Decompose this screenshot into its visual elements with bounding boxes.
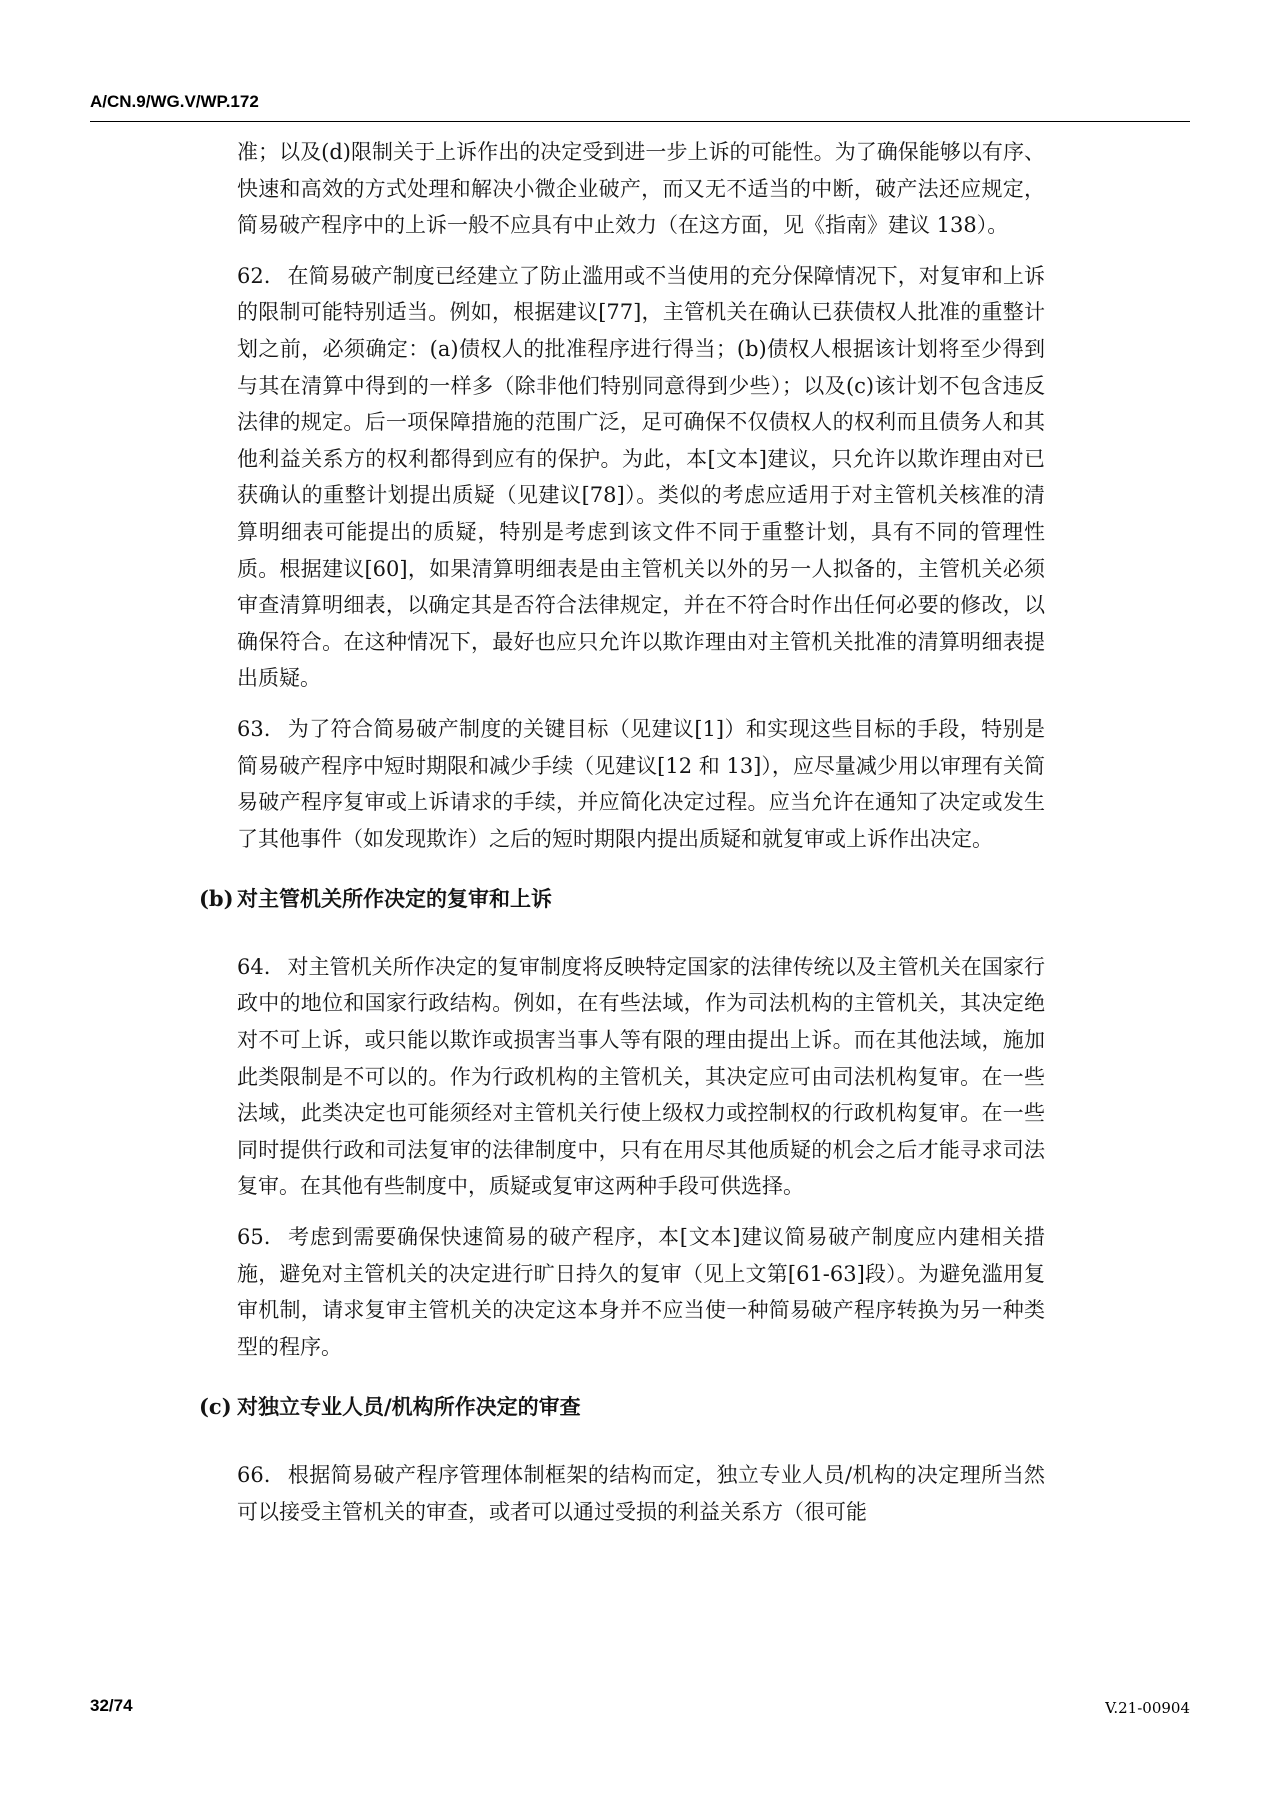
section-label: (b) xyxy=(199,886,234,912)
paragraph-text: 考虑到需要确保快速简易的破产程序，本[文本]建议简易破产制度应内建相关措施，避免对主管机关的决定进行旷日持久的复审（见上文第[61-63]段）。为避免滥用复审机制，请求复审主管机关的决定这本身并不应当使一种简易破产程序转换为另一种类型的程序。 xyxy=(237,1225,1045,1359)
section-heading-b xyxy=(199,881,1045,918)
paragraph-text: 对主管机关所作决定的复审制度将反映特定国家的法律传统以及主管机关在国家行政中的地位和国家行政结构。例如，在有些法域，作为司法机构的主管机关，其决定绝对不可上诉，或只能以欺诈或损害当事人等有限的理由提出上诉。而在其他法域，施加此类限制是不可以的。作为行政机构的主管机关，其决定应可由司法机构复审。在一些法域，此类决定也可能须经对主管机关行使上级权力或控制权的行政机构复审。在一些同时提供行政和司法复审的法律制度中，只有在用尽其他质疑的机会之后才能寻求司法复审。在其他有些制度中，质疑或复审这两种手段可供选择。 xyxy=(237,954,1045,1199)
paragraph-64 xyxy=(237,949,1045,1205)
document-symbol: A/CN.9/WG.V/WP.172 xyxy=(90,92,259,111)
section-title: 对独立专业人员/机构所作决定的审查 xyxy=(237,1394,581,1420)
section-label: (c) xyxy=(199,1394,232,1420)
paragraph-text: 为了符合简易破产制度的关键目标（见建议[1]）和实现这些目标的手段，特别是简易破产程序中短时期限和减少手续（见建议[12 和 13]），应尽量减少用以审理有关简易破产程序复审或上诉请求的手续，并应简化决定过程。应当允许在通知了决定或发生了其他事件（如发现欺诈）之后的短时期限内提出质疑和就复审或上诉作出决定。 xyxy=(237,716,1045,851)
header-rule xyxy=(90,121,1190,122)
section-heading-c xyxy=(199,1389,1045,1426)
paragraph-text: 根据简易破产程序管理体制框架的结构而定，独立专业人员/机构的决定理所当然可以接受主管机关的审查，或者可以通过受损的利益关系方（很可能 xyxy=(237,1463,1045,1524)
paragraph-number: 63. xyxy=(237,716,271,741)
paragraph-number: 65. xyxy=(237,1225,271,1250)
paragraph-62 xyxy=(237,258,1045,697)
paragraph-continuation: 准；以及(d)限制关于上诉作出的决定受到进一步上诉的可能性。为了确保能够以有序、快速和高效的方式处理和解决小微企业破产，而又无不适当的中断，破产法还应规定，简易破产程序中的上诉一般不应具有中止效力（在这方面，见《指南》建议 138）。 xyxy=(237,140,1045,238)
paragraph-number: 62. xyxy=(237,263,271,288)
paragraph-63 xyxy=(237,711,1045,857)
paragraph-number: 66. xyxy=(237,1463,271,1487)
paragraph-number: 64. xyxy=(237,954,271,979)
document-body xyxy=(199,134,1045,1544)
paragraph-66 xyxy=(237,1457,1045,1530)
section-title: 对主管机关所作决定的复审和上诉 xyxy=(237,886,552,912)
page-number: 32/74 xyxy=(90,1696,133,1715)
paragraph-text: 在简易破产制度已经建立了防止滥用或不当使用的充分保障情况下，对复审和上诉的限制可能特别适当。例如，根据建议[77]，主管机关在确认已获债权人批准的重整计划之前，必须确定：(a)债权人的批准程序进行得当；(b)债权人根据该计划将至少得到与其在清算中得到的一样多（除非他们特别同意得到少些）；以及(c)该计划不包含违反法律的规定。后一项保障措施的范围广泛，足可确保不仅债权人的权利而且债务人和其他利益关系方的权利都得到应有的保护。为此，本[文本]建议，只允许以欺诈理由对已获确认的重整计划提出质疑（见建议[78]）。类似的考虑应适用于对主管机关核准的清算明细表可能提出的质疑，特别是考虑到该文件不同于重整计划，具有不同的管理性质。根据建议[60]，如果清算明细表是由主管机关以外的另一人拟备的，主管机关必须审查清算明细表，以确定其是否符合法律规定，并在不符合时作出任何必要的修改，以确保符合。在这种情况下，最好也应只允许以欺诈理由对主管机关批准的清算明细表提出质疑。 xyxy=(237,263,1045,691)
paragraph-65 xyxy=(237,1219,1045,1365)
document-id: V.21-00904 xyxy=(1105,1699,1190,1717)
